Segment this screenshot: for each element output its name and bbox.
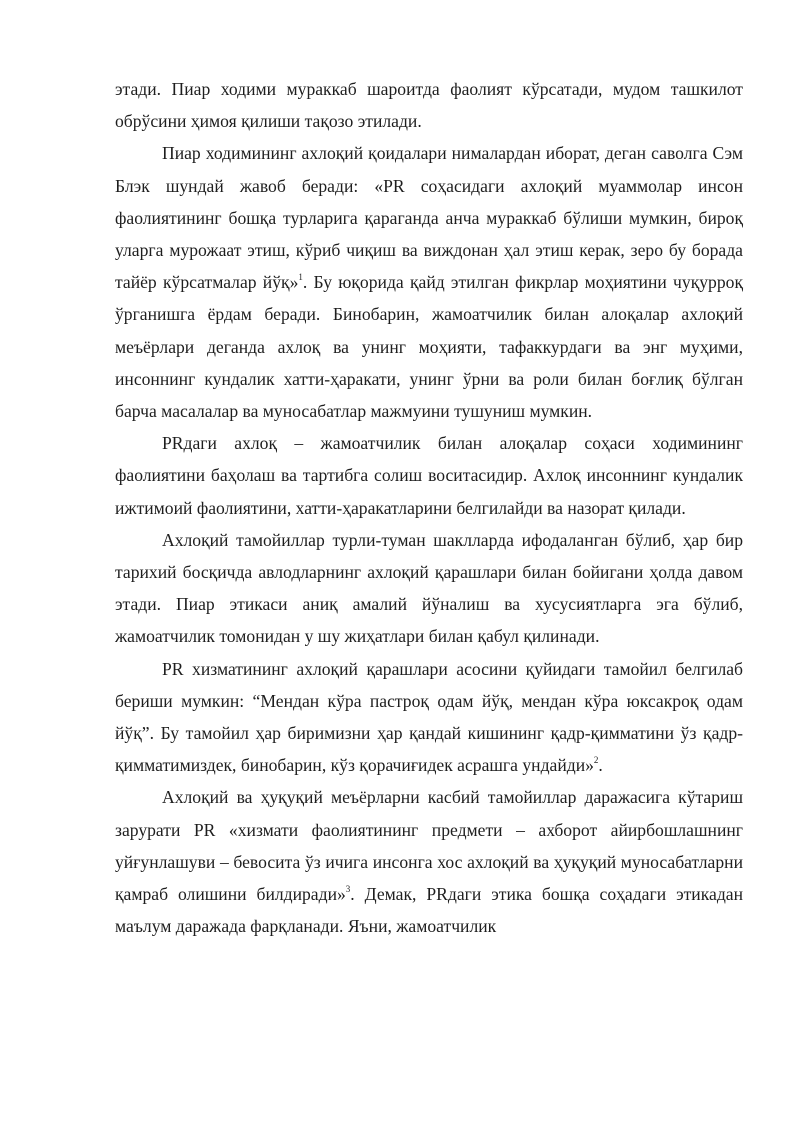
paragraph-3 — [115, 427, 743, 524]
paragraph-1 — [115, 73, 743, 137]
paragraph-text: Ахлоқий тамойиллар турли-туман шаклларда ифодаланган бўлиб, ҳар бир тарихий босқичда авлодларнинг ахлоқий қарашлари билан бойигани ҳолда давом этади. Пиар этикаси аниқ амалий йўналиш ва хусусиятларга эга бўлиб, жамоатчилик томонидан у шу жиҳатлари билан қабул қилинади. — [115, 529, 743, 647]
paragraph-text: этади. Пиар ходими мураккаб шароитда фаолият кўрсатади, мудом ташкилот обрўсини ҳимоя қилиши тақозо этилади. — [115, 79, 743, 132]
footnote-ref-2[interactable]: 2 — [593, 755, 599, 766]
paragraph-text: . Демак, PRдаги этика бошқа соҳадаги этикадан маълум даражада фарқланади. Яъни, жамоатчилик — [115, 884, 743, 937]
document-page — [115, 73, 743, 942]
footnote-ref-1[interactable]: 1 — [298, 272, 303, 283]
footnote-ref-3[interactable]: 3 — [345, 884, 351, 895]
paragraph-text: Пиар ходимининг ахлоқий қоидалари нималардан иборат, деган саволга Сэм Блэк шундай жавоб беради: «PR соҳасидаги ахлоқий муаммолар инсон фаолиятининг бошқа турларига қараганда анча мураккаб бўлиши мумкин, бироқ уларга мурожаат этиш, кўриб чиқиш ва виждонан ҳал этиш керак, зеро бу борада тайёр кўрсатмалар йўқ» — [115, 143, 743, 293]
paragraph-text: PRдаги ахлоқ – жамоатчилик билан алоқалар соҳаси ходимининг фаолиятини баҳолаш ва тартибга солиш воситасидир. Ахлоқ инсоннинг кундалик ижтимоий фаолиятини, хатти-ҳаракатларини белгилайди ва назорат қилади. — [115, 433, 743, 518]
paragraph-text: . Бу юқорида қайд этилган фикрлар моҳиятини чуқурроқ ўрганишга ёрдам беради. Бинобарин, жамоатчилик билан алоқалар ахлоқий меъёрлари деганда ахлоқ ва унинг моҳияти, тафаккурдаги ва энг муҳими, инсоннинг кундалик хатти-ҳаракати, унинг ўрни ва роли билан боғлиқ бўлган барча масалалар ва муносабатлар мажмуини тушуниш мумкин. — [115, 272, 743, 422]
paragraph-2 — [115, 137, 743, 427]
paragraph-5 — [115, 653, 743, 782]
paragraph-6 — [115, 781, 743, 942]
paragraph-text: PR хизматининг ахлоқий қарашлари асосини қуйидаги тамойил белгилаб бериши мумкин: “Мендан кўра пастроқ одам йўқ, мендан кўра юксакроқ одам йўқ”. Бу тамойил ҳар биримизни ҳар қандай кишининг қадр-қимматини ўз қадр-қимматимиздек, бинобарин, кўз қорачиғидек асрашга ундайди» — [115, 658, 743, 776]
paragraph-text: Ахлоқий ва ҳуқуқий меъёрларни касбий тамойиллар даражасига кўтариш зарурати PR «хизмати фаолиятининг предмети – ахборот айирбошлашнинг уйғунлашуви – бевосита ўз ичига инсонга хос ахлоқий ва ҳуқуқий муносабатларни қамраб олишини билдиради» — [115, 787, 743, 905]
paragraph-text: . — [598, 755, 603, 776]
paragraph-4 — [115, 524, 743, 653]
